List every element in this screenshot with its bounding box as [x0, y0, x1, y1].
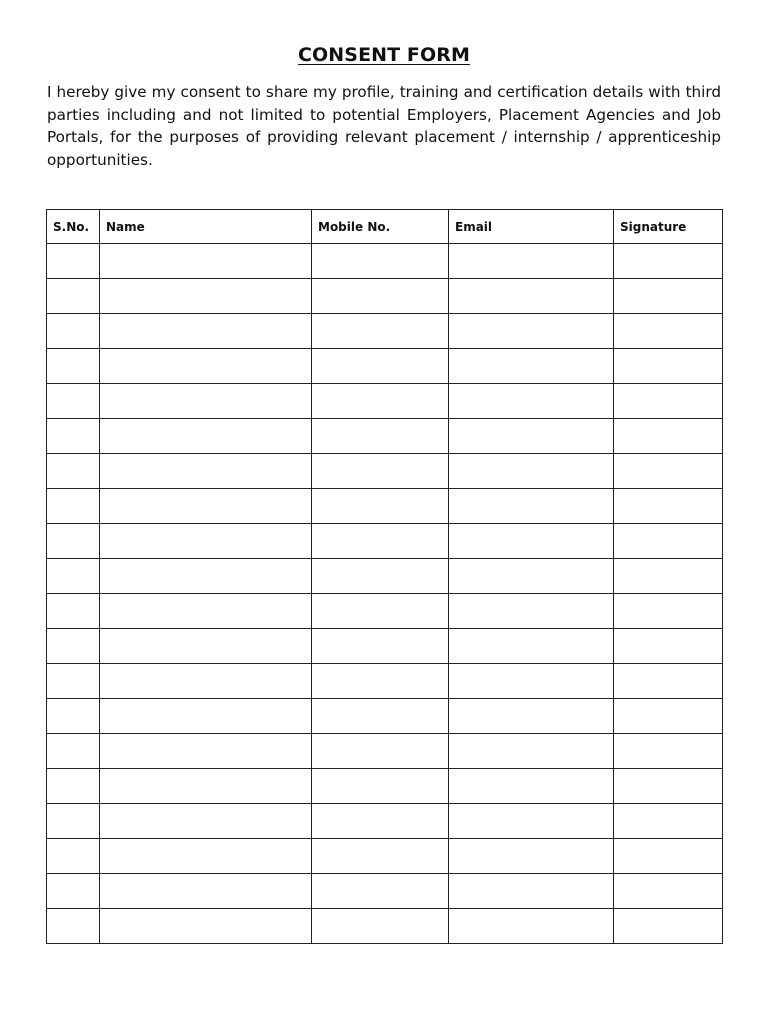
table-row: [47, 524, 723, 559]
mobile-no-cell[interactable]: [312, 314, 449, 349]
mobile-no-cell[interactable]: [312, 559, 449, 594]
signature-cell[interactable]: [614, 279, 723, 314]
mobile-no-cell[interactable]: [312, 419, 449, 454]
email-cell[interactable]: [449, 244, 614, 279]
mobile-no-cell[interactable]: [312, 699, 449, 734]
email-cell[interactable]: [449, 559, 614, 594]
email-cell[interactable]: [449, 629, 614, 664]
name-cell[interactable]: [100, 279, 312, 314]
page-title: CONSENT FORM: [297, 44, 470, 66]
mobile-no-cell[interactable]: [312, 734, 449, 769]
name-cell[interactable]: [100, 244, 312, 279]
email-cell[interactable]: [449, 489, 614, 524]
table-row: [47, 489, 723, 524]
serial-no-cell[interactable]: [47, 769, 100, 804]
signature-cell[interactable]: [614, 769, 723, 804]
email-cell[interactable]: [449, 524, 614, 559]
email-cell[interactable]: [449, 664, 614, 699]
column-header-mobile-no: Mobile No.: [312, 210, 449, 244]
email-cell[interactable]: [449, 454, 614, 489]
mobile-no-cell[interactable]: [312, 384, 449, 419]
serial-no-cell[interactable]: [47, 384, 100, 419]
signature-cell[interactable]: [614, 384, 723, 419]
serial-no-cell[interactable]: [47, 489, 100, 524]
serial-no-cell[interactable]: [47, 419, 100, 454]
mobile-no-cell[interactable]: [312, 874, 449, 909]
email-cell[interactable]: [449, 839, 614, 874]
mobile-no-cell[interactable]: [312, 454, 449, 489]
mobile-no-cell[interactable]: [312, 909, 449, 944]
name-cell[interactable]: [100, 734, 312, 769]
serial-no-cell[interactable]: [47, 454, 100, 489]
signature-cell[interactable]: [614, 734, 723, 769]
table-row: [47, 244, 723, 279]
table-row: [47, 804, 723, 839]
table-row: [47, 349, 723, 384]
email-cell[interactable]: [449, 314, 614, 349]
table-row: [47, 629, 723, 664]
signature-cell[interactable]: [614, 594, 723, 629]
column-header-name: Name: [100, 210, 312, 244]
mobile-no-cell[interactable]: [312, 489, 449, 524]
serial-no-cell[interactable]: [47, 839, 100, 874]
mobile-no-cell[interactable]: [312, 629, 449, 664]
table-row: [47, 454, 723, 489]
email-cell[interactable]: [449, 419, 614, 454]
table-row: [47, 384, 723, 419]
name-cell[interactable]: [100, 454, 312, 489]
signature-cell[interactable]: [614, 454, 723, 489]
signature-cell[interactable]: [614, 524, 723, 559]
name-cell[interactable]: [100, 769, 312, 804]
name-cell[interactable]: [100, 524, 312, 559]
table-row: [47, 419, 723, 454]
mobile-no-cell[interactable]: [312, 769, 449, 804]
name-cell[interactable]: [100, 699, 312, 734]
column-header-signature: Signature: [614, 210, 723, 244]
name-cell[interactable]: [100, 629, 312, 664]
signature-cell[interactable]: [614, 699, 723, 734]
name-cell[interactable]: [100, 559, 312, 594]
serial-no-cell[interactable]: [47, 629, 100, 664]
email-cell[interactable]: [449, 279, 614, 314]
table-row: [47, 909, 723, 944]
email-cell[interactable]: [449, 769, 614, 804]
mobile-no-cell[interactable]: [312, 349, 449, 384]
serial-no-cell[interactable]: [47, 734, 100, 769]
mobile-no-cell[interactable]: [312, 524, 449, 559]
name-cell[interactable]: [100, 804, 312, 839]
table-row: [47, 664, 723, 699]
name-cell[interactable]: [100, 664, 312, 699]
mobile-no-cell[interactable]: [312, 804, 449, 839]
serial-no-cell[interactable]: [47, 594, 100, 629]
signature-cell[interactable]: [614, 664, 723, 699]
serial-no-cell[interactable]: [47, 559, 100, 594]
column-header-email: Email: [449, 210, 614, 244]
table-row: [47, 769, 723, 804]
name-cell[interactable]: [100, 314, 312, 349]
email-cell[interactable]: [449, 804, 614, 839]
table-row: [47, 594, 723, 629]
serial-no-cell[interactable]: [47, 314, 100, 349]
serial-no-cell[interactable]: [47, 349, 100, 384]
signature-cell[interactable]: [614, 804, 723, 839]
serial-no-cell[interactable]: [47, 279, 100, 314]
serial-no-cell[interactable]: [47, 699, 100, 734]
table-header-row: [47, 210, 723, 244]
name-cell[interactable]: [100, 909, 312, 944]
consent-statement: I hereby give my consent to share my profile, training and certification details with third parties including and not limited to potential Employers, Placement Agencies and Job Portals, for the purposes of providing relevant placement / internship / apprenticeship opportunities.: [47, 83, 721, 169]
signature-cell[interactable]: [614, 244, 723, 279]
serial-no-cell[interactable]: [47, 909, 100, 944]
serial-no-cell[interactable]: [47, 874, 100, 909]
table-row: [47, 279, 723, 314]
serial-no-cell[interactable]: [47, 804, 100, 839]
signature-cell[interactable]: [614, 874, 723, 909]
email-cell[interactable]: [449, 734, 614, 769]
name-cell[interactable]: [100, 384, 312, 419]
name-cell[interactable]: [100, 839, 312, 874]
name-cell[interactable]: [100, 349, 312, 384]
email-cell[interactable]: [449, 349, 614, 384]
table-row: [47, 839, 723, 874]
mobile-no-cell[interactable]: [312, 839, 449, 874]
mobile-no-cell[interactable]: [312, 279, 449, 314]
mobile-no-cell[interactable]: [312, 244, 449, 279]
signature-cell[interactable]: [614, 489, 723, 524]
signature-cell[interactable]: [614, 349, 723, 384]
signature-cell[interactable]: [614, 629, 723, 664]
signature-cell[interactable]: [614, 559, 723, 594]
signature-cell[interactable]: [614, 419, 723, 454]
email-cell[interactable]: [449, 874, 614, 909]
name-cell[interactable]: [100, 419, 312, 454]
signature-cell[interactable]: [614, 909, 723, 944]
signature-cell[interactable]: [614, 314, 723, 349]
email-cell[interactable]: [449, 384, 614, 419]
table-row: [47, 559, 723, 594]
signature-cell[interactable]: [614, 839, 723, 874]
name-cell[interactable]: [100, 489, 312, 524]
table-row: [47, 734, 723, 769]
email-cell[interactable]: [449, 594, 614, 629]
table-body: [47, 244, 723, 944]
email-cell[interactable]: [449, 699, 614, 734]
serial-no-cell[interactable]: [47, 664, 100, 699]
serial-no-cell[interactable]: [47, 244, 100, 279]
serial-no-cell[interactable]: [47, 524, 100, 559]
table-row: [47, 314, 723, 349]
consent-register-table: [46, 209, 723, 944]
table-row: [47, 874, 723, 909]
name-cell[interactable]: [100, 874, 312, 909]
column-header-serial-no: S.No.: [47, 210, 100, 244]
email-cell[interactable]: [449, 909, 614, 944]
table-row: [47, 699, 723, 734]
mobile-no-cell[interactable]: [312, 664, 449, 699]
name-cell[interactable]: [100, 594, 312, 629]
mobile-no-cell[interactable]: [312, 594, 449, 629]
